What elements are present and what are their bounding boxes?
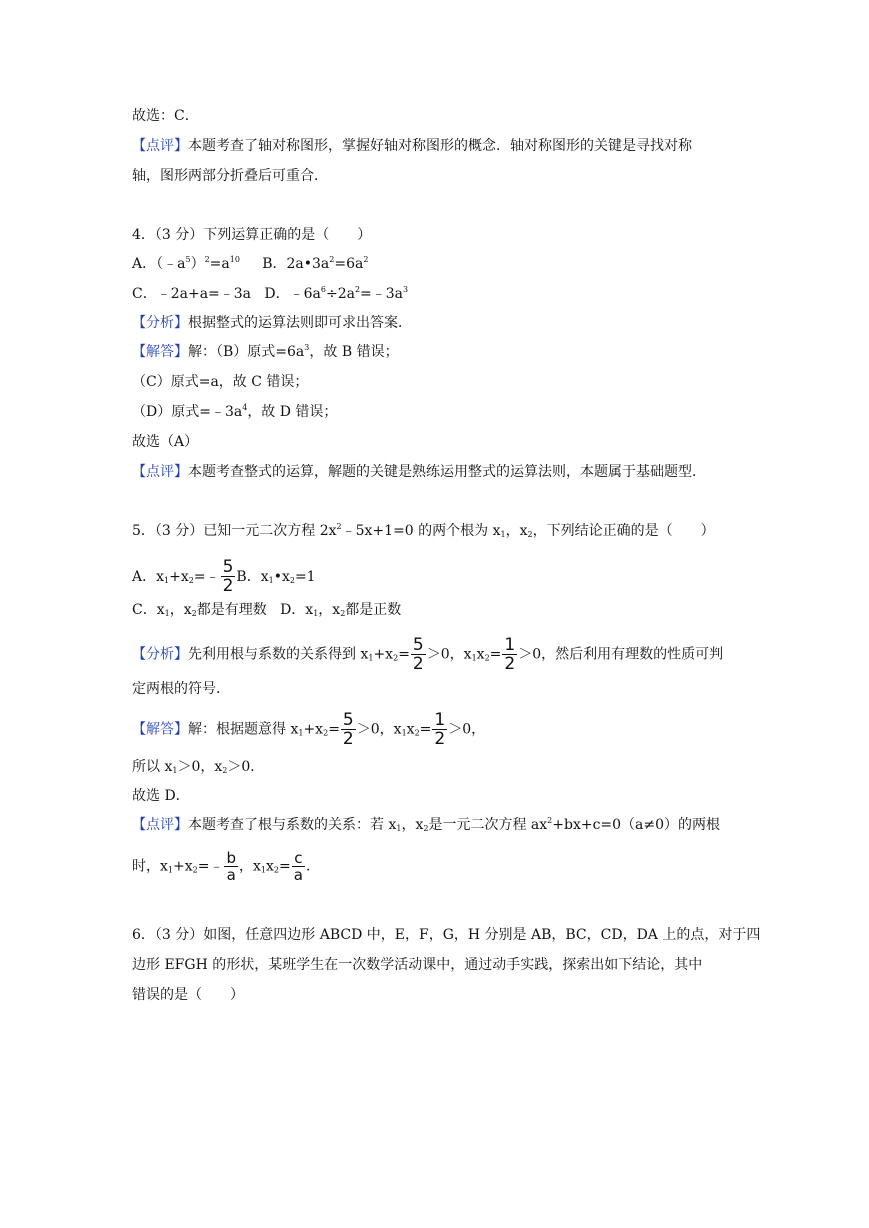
q6-stem-line-3: 错误的是（ ） (132, 987, 244, 1003)
q5-option-a: A．$x_1+x_2=﹣$ $\frac{5}{2}$ (132, 557, 234, 596)
q4-analysis: 【分析】根据整式的运算法则即可求出答案． (132, 315, 412, 331)
q4-option-b: B．$2a•3a^2=6a^2$ (262, 255, 369, 272)
analysis-tag: 【分析】 (132, 315, 188, 331)
fraction: $\frac{b}{a}$ (226, 849, 236, 884)
analysis-tag: 【分析】 (132, 646, 188, 663)
q5-option-b: B．$x_1•x_2=1$ (236, 568, 316, 585)
fraction: $\frac{5}{2}$ (222, 557, 234, 596)
q4-solution-line-1: 【解答】解：（B）原式$=6a^3$，故 B 错误； (132, 343, 399, 360)
review-tag: 【点评】 (132, 138, 188, 154)
q5-solution-line-2: 所以 $x_1>0$，$x_2>0$． (132, 759, 265, 775)
q4-stem: 4．（3 分）下列运算正确的是（ ） (132, 227, 372, 243)
q4-option-a: A．$(﹣a^5)^2=a^{10}$ (132, 255, 240, 272)
q3-answer: 故选：C． (132, 108, 199, 124)
q5-analysis-line-1: 【分析】先利用根与系数的关系得到 $x_1+x_2=$ $\frac{5}{2}$ ＞0，$x_1x_2=$ $\frac{1}{2}$ ＞0，然后利用有理数的性质可判 (132, 635, 724, 674)
fraction: $\frac{c}{a}$ (293, 849, 303, 884)
q4-solution-line-2: （C）原式=a，故 C 错误； (132, 374, 309, 390)
q4-answer: 故选（A） (132, 434, 199, 450)
q3-review-line-1: 【点评】本题考查了轴对称图形，掌握好轴对称图形的概念．轴对称图形的关键是寻找对称 (132, 138, 692, 154)
fraction: $\frac{1}{2}$ (434, 710, 446, 749)
q5-option-c: C．$x_1$，$x_2$都是有理数 (132, 602, 267, 618)
q5-stem: 5．（3 分）已知一元二次方程 $2x^2﹣5x+1=0$ 的两个根为 $x_1$，$x_2$，下列结论正确的是（ ） (132, 522, 715, 539)
q5-options-cd (132, 600, 401, 620)
q4-option-d: D．$﹣6a^6\div 2a^2=﹣3a^3$ (264, 285, 409, 302)
review-tag: 【点评】 (132, 464, 188, 480)
fraction: $\frac{5}{2}$ (412, 635, 424, 674)
q6-stem-line-2: 边形 EFGH 的形状，某班学生在一次数学活动课中，通过动手实践，探索出如下结论，其中 (132, 957, 703, 973)
q5-review-line-1: 【点评】本题考查了根与系数的关系：若 $x_1$，$x_2$是一元二次方程 $ax^2+bx+c=0(a\ne 0)$的两根 (132, 816, 721, 833)
solution-tag: 【解答】 (132, 721, 188, 738)
q5-option-d: D．$x_1$，$x_2$都是正数 (280, 602, 402, 618)
q5-review-line-2: 时，$x_1+x_2=﹣$ $\frac{b}{a}$ ，$x_1x_2=$ $\frac{c}{a}$ ． (132, 849, 320, 884)
q5-solution-line-1: 【解答】解：根据题意得 $x_1+x_2=$ $\frac{5}{2}$ ＞0，$x_1x_2=$ $\frac{1}{2}$ ＞0， (132, 710, 486, 749)
q4-review: 【点评】本题考查整式的运算，解题的关键是熟练运用整式的运算法则，本题属于基础题型． (132, 464, 706, 480)
q4-options-ab (132, 254, 368, 274)
q4-solution-line-3: （D）原式$=﹣3a^4$，故 D 错误； (132, 403, 338, 420)
q5-options-ab (132, 558, 316, 595)
q3-review-line-2: 轴，图形两部分折叠后可重合． (132, 168, 328, 184)
fraction: $\frac{1}{2}$ (504, 635, 516, 674)
q4-options-cd (132, 284, 408, 304)
q5-answer: 故选 D． (132, 788, 190, 804)
solution-tag: 【解答】 (132, 344, 188, 360)
fraction: $\frac{5}{2}$ (342, 710, 354, 749)
review-tag: 【点评】 (132, 817, 188, 833)
q4-option-c: C．﹣2a+a=﹣3a (132, 286, 252, 302)
q6-stem-line-1: 6．（3 分）如图，任意四边形 ABCD 中，E，F，G，H 分别是 AB，BC，CD，DA 上的点，对于四 (132, 927, 761, 943)
q5-analysis-line-2: 定两根的符号． (132, 681, 230, 697)
